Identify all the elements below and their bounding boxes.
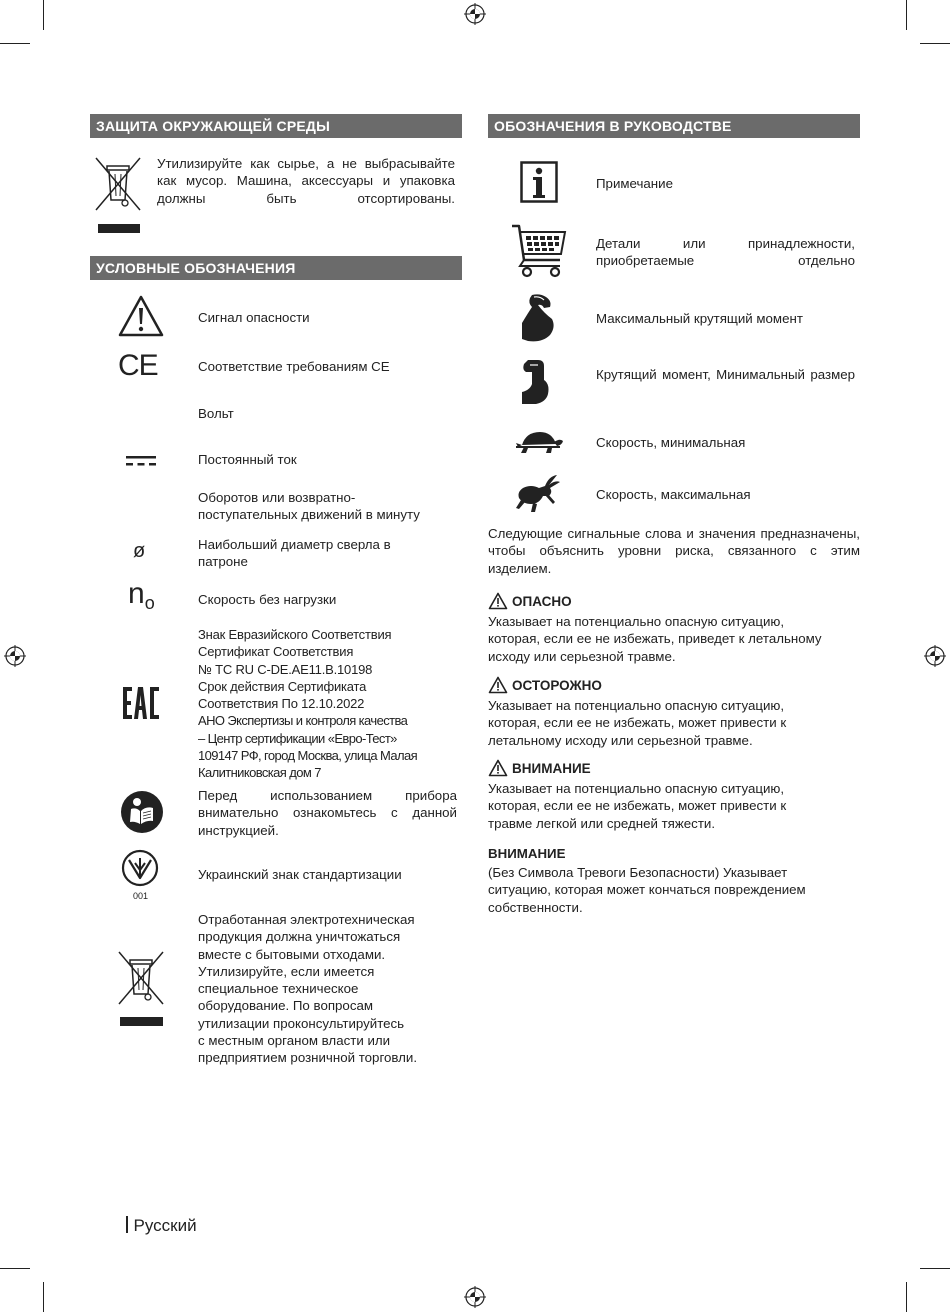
eac-line: Сертификат Соответствия bbox=[198, 644, 354, 660]
attention-line: травме легкой или средней тяжести. bbox=[488, 815, 716, 831]
eac-line: – Центр сертификации «Евро-Тест» bbox=[198, 730, 397, 746]
weee-line: специальное техническое bbox=[198, 981, 359, 997]
symbol-text-danger-signal: Сигнал опасности bbox=[198, 310, 310, 325]
warning-triangle-icon bbox=[488, 676, 508, 694]
weee-bin-icon bbox=[92, 156, 144, 236]
manual-text-speed-min: Скорость, минимальная bbox=[596, 435, 746, 450]
eac-line: Знак Евразийского Соответствия bbox=[198, 627, 392, 642]
danger-title-text: ОПАСНО bbox=[512, 593, 572, 609]
symbol-text-ukraine-standard: Украинский знак стандартизации bbox=[198, 867, 402, 882]
min-torque-arm-icon bbox=[518, 358, 554, 406]
notice-line: ситуацию, которая может кончаться повреждением bbox=[488, 882, 806, 898]
attention-title bbox=[488, 759, 591, 777]
no-load-speed-glyph: n bbox=[128, 577, 145, 610]
warning-triangle-icon bbox=[488, 592, 508, 610]
footer-separator bbox=[126, 1216, 128, 1233]
manual-text-speed-max: Скорость, максимальная bbox=[596, 487, 751, 502]
warning-triangle-icon bbox=[488, 759, 508, 777]
attention-text bbox=[488, 780, 786, 832]
attention-line: которая, если ее не избежать, может привести к bbox=[488, 798, 787, 814]
danger-text bbox=[488, 613, 822, 665]
eac-line: Срок действия Сертификата bbox=[198, 678, 367, 694]
caution-line: Указывает на потенциально опасную ситуацию, bbox=[488, 698, 785, 713]
danger-line: которая, если ее не избежать, приведет к летальному bbox=[488, 631, 822, 647]
notice-title: ВНИМАНИЕ bbox=[488, 846, 566, 861]
symbols-header: УСЛОВНЫЕ ОБОЗНАЧЕНИЯ bbox=[90, 256, 462, 280]
registration-mark-icon bbox=[464, 1286, 486, 1308]
environment-header: ЗАЩИТА ОКРУЖАЮЩЕЙ СРЕДЫ bbox=[90, 114, 462, 138]
caution-title-text: ОСТОРОЖНО bbox=[512, 677, 602, 693]
danger-title bbox=[488, 592, 572, 610]
symbol-text-rpm: Оборотов или возвратно-поступательных движений в минуту bbox=[198, 490, 420, 523]
weee-line: с местным органом власти или bbox=[198, 1033, 391, 1049]
signal-words-intro: Следующие сигнальные слова и значения предназначены, чтобы объяснить уровни риска, связанного с этим изделием. bbox=[488, 526, 860, 576]
eac-line: Калитниковская дом 7 bbox=[198, 765, 321, 781]
weee-bin-icon bbox=[114, 950, 168, 1030]
ce-mark-icon: CE bbox=[118, 349, 158, 382]
eac-mark-icon bbox=[122, 686, 160, 720]
ukraine-standard-icon bbox=[120, 848, 160, 888]
max-torque-arm-icon bbox=[518, 293, 558, 343]
footer-language bbox=[126, 1216, 197, 1236]
weee-line: продукция должна уничтожаться bbox=[198, 929, 401, 945]
read-manual-icon bbox=[120, 790, 164, 834]
registration-mark-icon bbox=[464, 3, 486, 25]
weee-line: предприятием розничной торговли. bbox=[198, 1050, 418, 1066]
shopping-cart-icon bbox=[510, 222, 568, 278]
no-load-speed-icon bbox=[128, 578, 155, 619]
manual-text-torque-min: Крутящий момент, Минимальный размер bbox=[596, 367, 855, 382]
environment-text: Утилизируйте как сырье, а не выбрасывайте как мусор. Машина, аксессуары и упаковка должны быть отсортированы. bbox=[157, 156, 455, 206]
manual-symbols-header: ОБОЗНАЧЕНИЯ В РУКОВОДСТВЕ bbox=[488, 114, 860, 138]
weee-line: оборудование. По вопросам bbox=[198, 998, 374, 1014]
caution-title bbox=[488, 676, 602, 694]
diameter-icon: ø bbox=[133, 540, 146, 562]
weee-line: вместе с бытовыми отходами. bbox=[198, 946, 386, 962]
info-icon bbox=[520, 161, 558, 203]
footer-language-label: Русский bbox=[133, 1216, 197, 1235]
symbol-text-weee bbox=[198, 911, 417, 1067]
attention-line: Указывает на потенциально опасную ситуацию, bbox=[488, 781, 785, 796]
symbol-text-read-manual: Перед использованием прибора внимательно ознакомьтесь с данной инструкцией. bbox=[198, 788, 457, 838]
danger-line: исходу или серьезной травме. bbox=[488, 648, 676, 664]
eac-line: 109147 РФ, город Москва, улица Малая bbox=[198, 748, 418, 764]
eac-line: № ТС RU C-DE.AE11.B.10198 bbox=[198, 661, 373, 677]
danger-line: Указывает на потенциально опасную ситуацию, bbox=[488, 614, 785, 629]
manual-text-max-torque: Максимальный крутящий момент bbox=[596, 311, 803, 326]
eac-line: АНО Экспертизы и контроля качества bbox=[198, 713, 408, 729]
symbol-text-ce: Соответствие требованиям CE bbox=[198, 359, 390, 374]
registration-mark-icon bbox=[4, 645, 26, 667]
weee-line: утилизации проконсультируйтесь bbox=[198, 1015, 405, 1031]
turtle-icon bbox=[514, 428, 564, 456]
weee-line: Отработанная электротехническая bbox=[198, 912, 415, 927]
rabbit-icon bbox=[515, 474, 561, 514]
symbol-text-volt: Вольт bbox=[198, 406, 234, 421]
notice-text bbox=[488, 864, 806, 916]
direct-current-icon bbox=[126, 455, 156, 467]
eac-line: Соответствия По 12.10.2022 bbox=[198, 696, 365, 712]
attention-title-text: ВНИМАНИЕ bbox=[512, 760, 591, 776]
symbol-text-eac bbox=[198, 626, 417, 782]
notice-line: (Без Символа Тревоги Безопасности) Указывает bbox=[488, 865, 788, 880]
notice-line: собственности. bbox=[488, 899, 583, 915]
caution-line: которая, если ее не избежать, может привести к bbox=[488, 715, 787, 731]
ukraine-standard-code: 001 bbox=[133, 891, 149, 901]
no-load-speed-subscript: o bbox=[144, 593, 155, 613]
warning-triangle-icon bbox=[117, 294, 165, 338]
manual-text-note: Примечание bbox=[596, 176, 673, 191]
symbol-text-dc: Постоянный ток bbox=[198, 452, 297, 467]
manual-text-accessories: Детали или принадлежности, приобретаемые отдельно bbox=[596, 236, 855, 269]
caution-line: летальному исходу или серьезной травме. bbox=[488, 732, 753, 748]
registration-mark-icon bbox=[924, 645, 946, 667]
caution-text bbox=[488, 697, 786, 749]
weee-line: Утилизируйте, если имеется bbox=[198, 963, 375, 979]
symbol-text-diameter: Наибольший диаметр сверла в патроне bbox=[198, 537, 391, 570]
symbol-text-no-load: Скорость без нагрузки bbox=[198, 592, 337, 607]
